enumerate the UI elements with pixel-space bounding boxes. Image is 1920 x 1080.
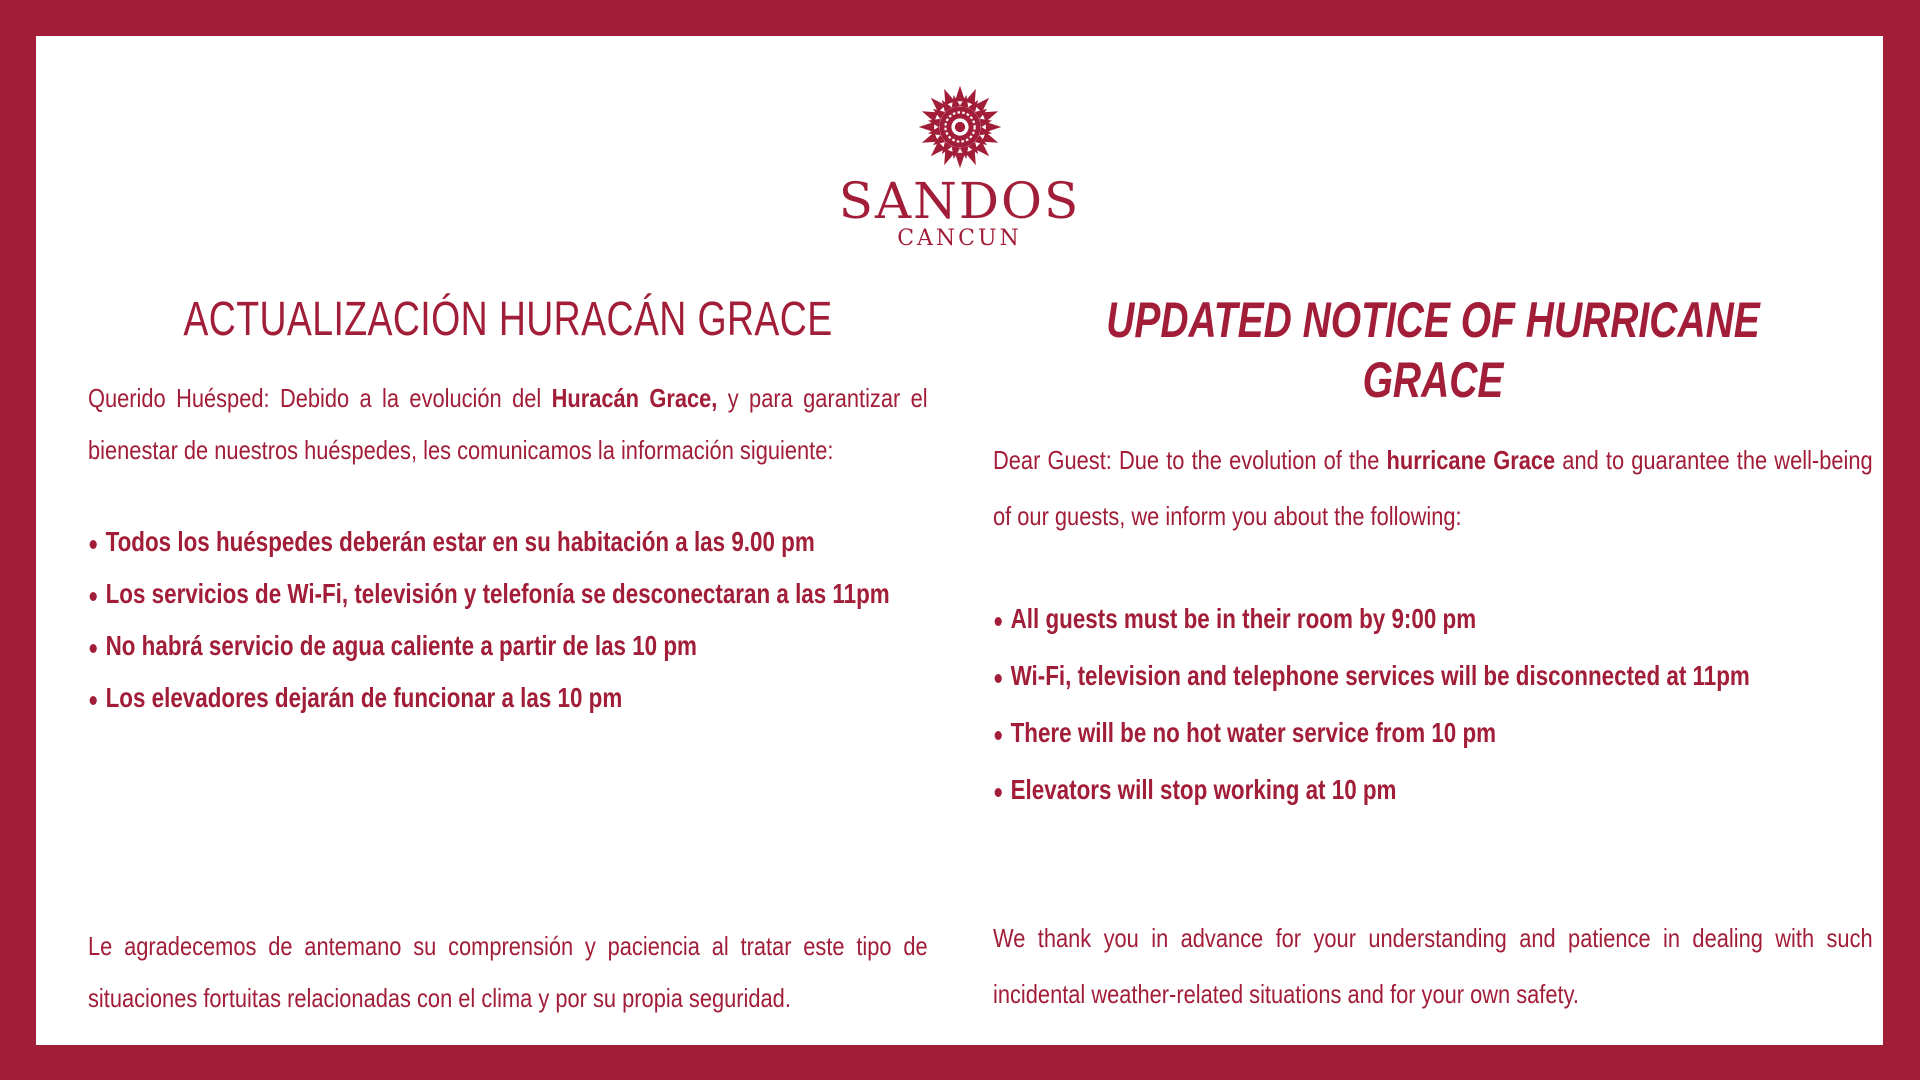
spanish-intro-end: y para garantizar el bienestar de nuestros huéspedes, les comunicamos la información siguiente: <box>88 383 928 465</box>
english-intro-start: Dear Guest: Due to the evolution of the <box>993 445 1387 475</box>
notice-sheet <box>36 36 1883 1045</box>
brand-location: CANCUN <box>897 226 1022 251</box>
english-intro <box>993 432 1873 544</box>
english-intro-bold: hurricane Grace <box>1386 445 1556 475</box>
english-bullet-list <box>993 590 1873 818</box>
spanish-intro-start: Querido Huésped: Debido a la evolución del <box>88 383 552 413</box>
spanish-heading: ACTUALIZACIÓN HURACÁN GRACE <box>183 293 833 346</box>
spanish-intro-bold: Huracán Grace, <box>551 383 718 413</box>
list-item: Todos los huéspedes deberán estar en su habitación a las 9.00 pm <box>88 516 928 568</box>
hotel-logo <box>36 84 1883 250</box>
spanish-column <box>88 290 928 1013</box>
english-column <box>993 290 1873 1009</box>
list-item: There will be no hot water service from 10 pm <box>993 704 1873 761</box>
list-item: Elevators will stop working at 10 pm <box>993 761 1873 818</box>
spanish-bullet-list <box>88 516 928 724</box>
brand-name: SANDOS <box>838 172 1081 230</box>
list-item: Los elevadores dejarán de funcionar a las 10 pm <box>88 672 928 724</box>
spanish-intro <box>88 372 928 476</box>
list-item: Wi-Fi, television and telephone services will be disconnected at 11pm <box>993 647 1873 704</box>
sun-flower-emblem-icon <box>917 84 1003 170</box>
english-closing: We thank you in advance for your understanding and patience in dealing with such incidental weather-related situations and for your own safety. <box>993 923 1873 1009</box>
english-heading: UPDATED NOTICE OF HURRICANE GRACE <box>1106 292 1760 408</box>
list-item: All guests must be in their room by 9:00 pm <box>993 590 1873 647</box>
list-item: Los servicios de Wi-Fi, televisión y telefonía se desconectaran a las 11pm <box>88 568 928 620</box>
spanish-closing: Le agradecemos de antemano su comprensión y paciencia al tratar este tipo de situaciones fortuitas relacionadas con el clima y por su propia seguridad. <box>88 931 928 1013</box>
english-intro-end: and to guarantee the well-being of our guests, we inform you about the following: <box>993 445 1873 531</box>
list-item: No habrá servicio de agua caliente a partir de las 10 pm <box>88 620 928 672</box>
